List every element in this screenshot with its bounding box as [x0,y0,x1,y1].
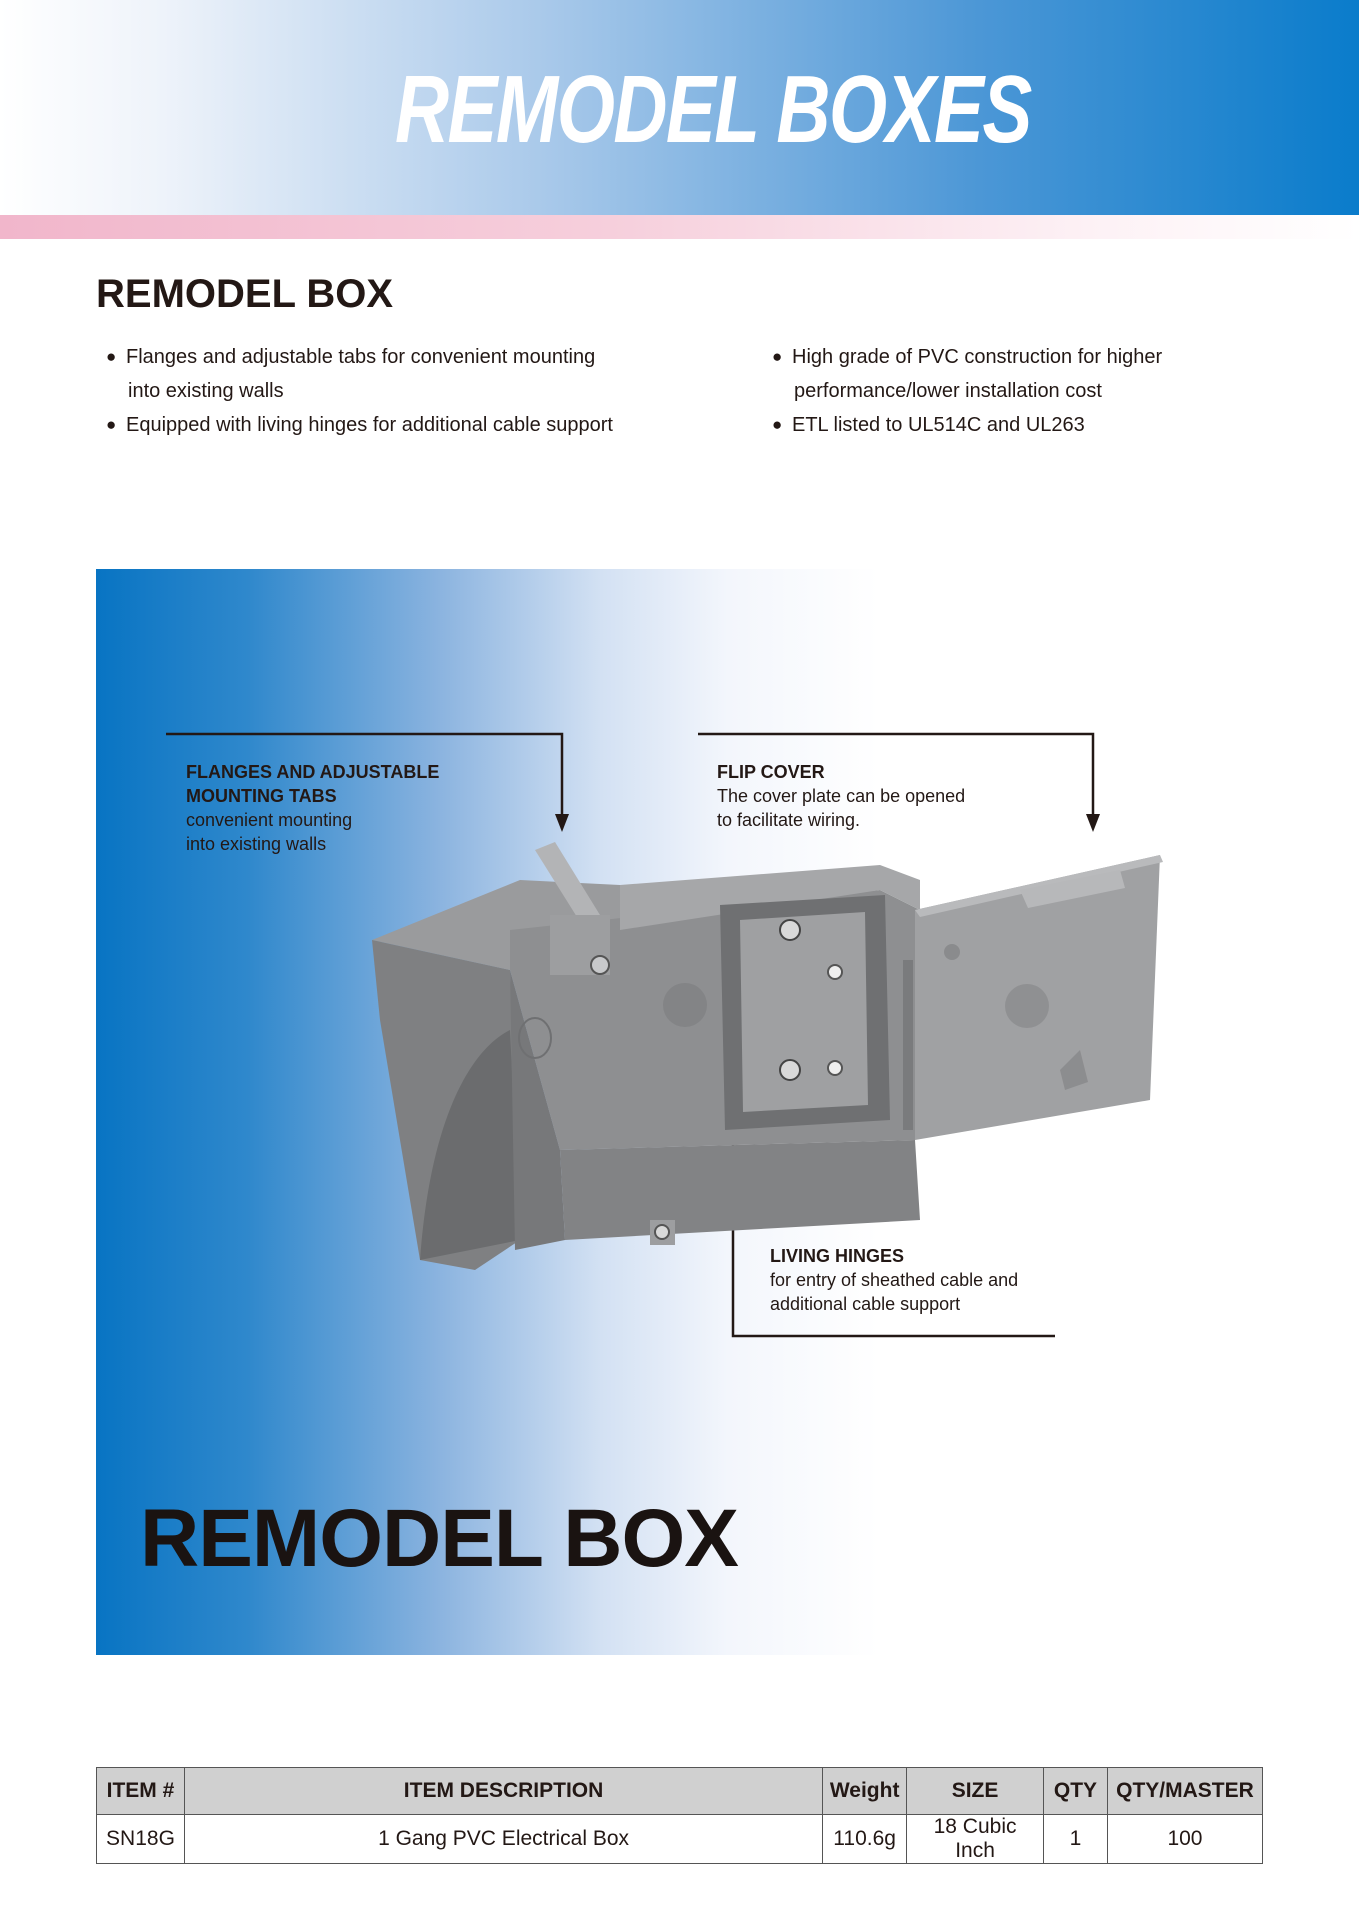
bullet-icon: ● [772,347,783,366]
bullet-icon: ● [106,415,117,434]
spec-table [96,1767,1263,1864]
feature-line: High grade of PVC construction for higher [792,346,1163,368]
callout-desc: convenient mounting [186,810,353,830]
callout-flip-cover [717,760,1017,832]
col-header-weight: Weight [823,1768,907,1815]
callout-title: LIVING HINGES [770,1246,905,1266]
callout-living-hinges [770,1244,1090,1316]
col-header-qty: QTY [1044,1768,1108,1815]
col-header-item: ITEM # [97,1768,185,1815]
cell-description: 1 Gang PVC Electrical Box [184,1815,822,1864]
table-row [97,1815,1263,1864]
col-header-size: SIZE [907,1768,1044,1815]
callout-flanges [186,760,486,856]
callout-desc: into existing walls [186,834,327,854]
page-title: REMODEL BOXES [395,56,1031,163]
hero-label: REMODEL BOX [140,1493,738,1584]
feature-line: performance/lower installation cost [794,380,1102,402]
callout-title: FLANGES AND ADJUSTABLE [186,762,440,782]
feature-line: into existing walls [128,380,284,402]
callout-desc: The cover plate can be opened [717,786,966,806]
cell-qty-master: 100 [1107,1815,1262,1864]
cell-size: 18 Cubic Inch [907,1815,1044,1864]
callout-desc: for entry of sheathed cable and [770,1270,1019,1290]
cell-qty: 1 [1044,1815,1108,1864]
cell-item: SN18G [97,1815,185,1864]
col-header-description: ITEM DESCRIPTION [184,1768,822,1815]
cell-weight: 110.6g [823,1815,907,1864]
bullet-icon: ● [772,415,783,434]
feature-line: Flanges and adjustable tabs for convenient mounting [126,346,596,368]
bullet-icon: ● [106,347,117,366]
table-header-row [97,1768,1263,1815]
remodel-box-image [360,820,1180,1290]
callout-title: MOUNTING TABS [186,786,337,806]
callout-desc: to facilitate wiring. [717,810,861,830]
feature-line: ETL listed to UL514C and UL263 [792,414,1085,436]
col-header-qty-master: QTY/MASTER [1107,1768,1262,1815]
callout-title: FLIP COVER [717,762,825,782]
feature-line: Equipped with living hinges for additional cable support [126,414,613,436]
callout-desc: additional cable support [770,1294,961,1314]
section-title: REMODEL BOX [96,272,394,316]
